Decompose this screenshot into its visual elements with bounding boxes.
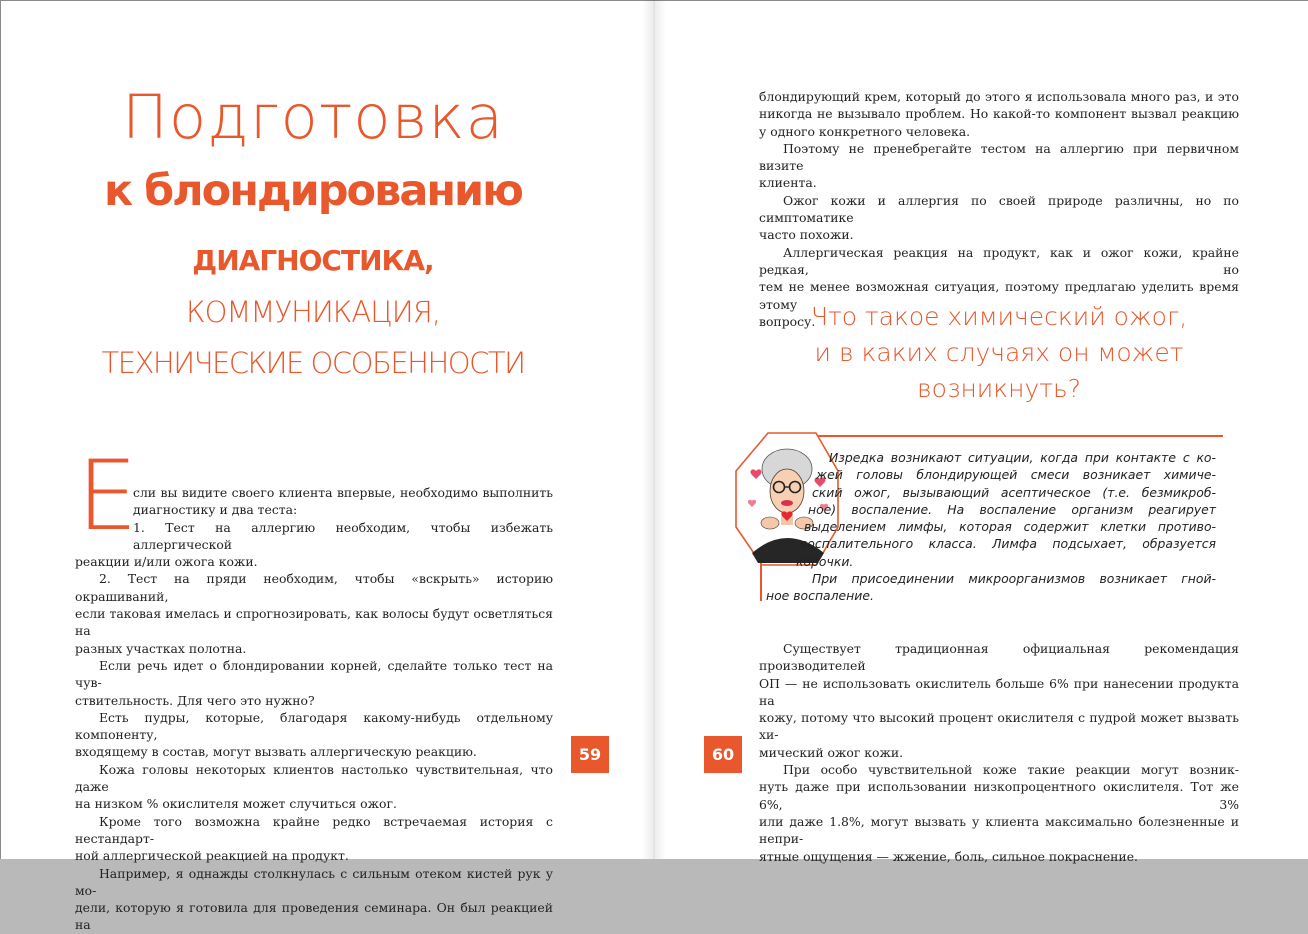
body-line: Существует традиционная официальная рекомендация производителей — [759, 641, 1239, 674]
body-line: у одного конкретного человека. — [759, 123, 971, 139]
quote-line: выделением лимфы, которая содержит клетки противо- — [804, 519, 1216, 535]
section-heading-line: и в каких случаях он может — [814, 338, 1184, 367]
body-line: блондирующий крем, который до этого я использовала много раз, и это — [759, 89, 1239, 104]
body-line: на низком % окислителя может случиться ожог. — [75, 796, 397, 812]
body-line: или даже 1.8%, могут вызвать у клиента максимально болезненные и непри- — [759, 813, 1239, 847]
body-line: вопросу. — [759, 313, 816, 329]
quote-line: жей головы блондирующей смеси возникает химиче- — [816, 467, 1216, 483]
body-line: Например, я однажды столкнулась с сильным отеком кистей рук у мо- — [75, 865, 553, 898]
body-line: Есть пудры, которые, благодаря какому-нибудь отдельному компоненту, — [75, 709, 553, 743]
right-page — [654, 0, 1308, 864]
quote-line: При присоединении микроорганизмов возникает гной- — [812, 571, 1216, 587]
chapter-title-line-1: Подготовка — [122, 82, 504, 153]
quote-line: ное воспаление. — [766, 588, 874, 604]
body-line: При особо чувствительной коже такие реакции могут возник- — [783, 762, 1239, 778]
expert-quote — [766, 449, 1216, 605]
body-line: реакции и/или ожога кожи. — [75, 554, 258, 570]
body-line: Если речь идет о блондировании корней, сделайте только тест на чув- — [75, 657, 553, 691]
body-line: ятные ощущения — жжение, боль, сильное покраснение. — [759, 848, 1138, 864]
body-line: входящему в состав, могут вызвать аллергическую реакцию. — [75, 744, 477, 760]
body-line: сли вы видите своего клиента впервые, необходимо выполнить — [133, 485, 553, 500]
body-line: тем не менее возможная ситуация, поэтому предлагаю уделить время этому — [759, 279, 1239, 312]
quote-line: Изредка возникают ситуации, когда при контакте с ко- — [829, 450, 1216, 465]
right-top-text — [759, 88, 1239, 330]
chapter-subtitle-technical: ТЕХНИЧЕСКИЕ ОСОБЕННОСТИ — [101, 346, 525, 380]
body-line: часто похожи. — [759, 227, 854, 243]
page-number-badge: 59 — [571, 736, 609, 773]
page-number-badge: 60 — [704, 736, 742, 773]
book-gutter-shadow — [642, 0, 666, 859]
body-line: Кроме того возможна крайне редко встречаемая история с нестандарт- — [75, 813, 553, 846]
body-line: 2. Тест на пряди необходим, чтобы «вскрыть» историю окрашиваний, — [75, 571, 553, 604]
body-line: Кожа головы некоторых клиентов настолько чувствительная, что даже — [75, 761, 553, 795]
body-line: если таковая имелась и спрогнозировать, как волосы будут осветляться на — [75, 606, 553, 639]
body-line: кожу, потому что высокий процент окислителя с пудрой может вызвать хи- — [759, 710, 1239, 743]
body-line: мический ожог кожи. — [759, 744, 904, 760]
body-line: диагностику и два теста: — [133, 502, 298, 518]
section-heading — [789, 299, 1209, 407]
body-line: никогда не вызывало проблем. Но какой-то компонент вызвал реакцию — [759, 106, 1239, 122]
chapter-title-line-2: к блондированию — [104, 166, 522, 216]
quote-line: корочки. — [796, 553, 854, 569]
body-line: Ожог кожи и аллергия по своей природе различны, но по симптоматике — [759, 192, 1239, 226]
section-heading-line: возникнуть? — [917, 374, 1081, 403]
body-line: клиента. — [759, 175, 817, 191]
left-body-text — [75, 484, 553, 934]
body-line: 1. Тест на аллергию необходим, чтобы избежать аллергической — [133, 519, 553, 552]
left-page — [0, 0, 654, 933]
body-line: нуть даже при использовании низкопроцентного окислителя. Тот же 6%, 3% — [759, 779, 1239, 812]
quote-line: ский ожог, вызывающий асептическое (т.е. безмикроб- — [812, 484, 1216, 500]
body-line: Поэтому не пренебрегайте тестом на аллергию при первичном визите — [759, 140, 1239, 174]
body-line: дели, которую я готовила для проведения семинара. Он был реакцией на — [75, 900, 553, 933]
body-line: ОП — не использовать окислитель больше 6% при нанесении продукта на — [759, 675, 1239, 708]
section-heading-line: Что такое химический ожог, — [810, 302, 1188, 331]
body-line: Аллергическая реакция на продукт, как и ожог кожи, крайне редкая, но — [759, 244, 1239, 277]
quote-line: ное) воспаление. На воспаление организм реагирует — [808, 501, 1216, 517]
quote-divider — [804, 435, 1223, 437]
chapter-subtitle-diagnostics: ДИАГНОСТИКА, — [192, 244, 434, 277]
right-bottom-text — [759, 640, 1239, 865]
body-line: ной аллергической реакцией на продукт. — [75, 848, 349, 864]
chapter-subtitle-communication: КОММУНИКАЦИЯ, — [186, 295, 440, 329]
drop-cap: Е — [77, 440, 138, 552]
quote-line: воспалительного класса. Лимфа подсыхает, образуется — [800, 536, 1216, 552]
body-line: ствительность. Для чего это нужно? — [75, 692, 315, 708]
body-line: разных участках полотна. — [75, 640, 247, 656]
